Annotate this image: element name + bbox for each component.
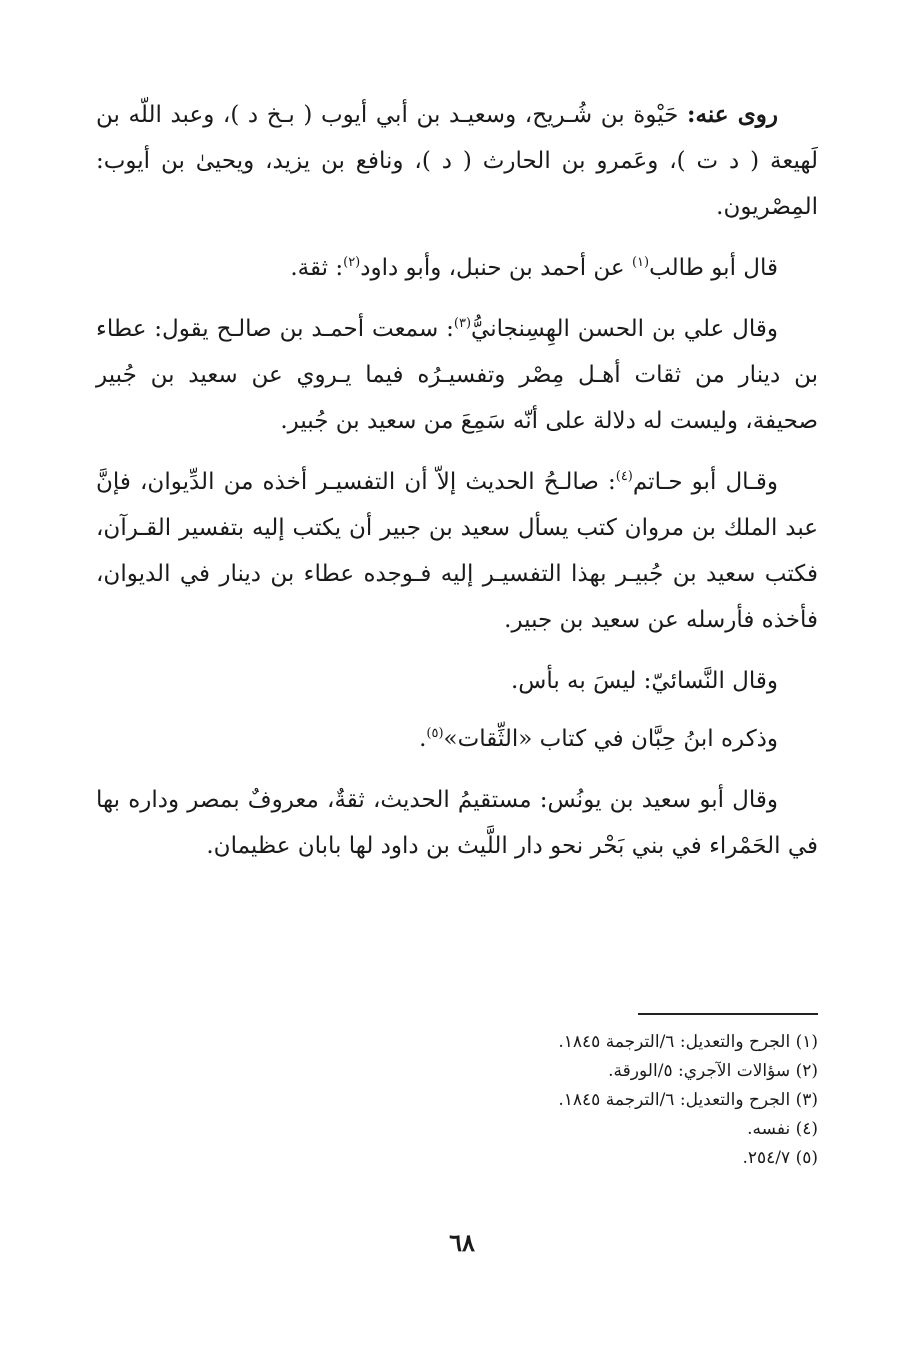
footnote-divider [638,1013,818,1015]
lead-label: روى عنه: [687,101,779,128]
paragraph-text: قال أبو طالب [649,255,778,281]
footnote-ref-3[interactable]: (٣) [453,316,472,331]
footnote-ref-5[interactable]: (٥) [426,726,444,741]
footnote-3: (٣) الجرح والتعديل: ٦/الترجمة ١٨٤٥. [558,1090,818,1110]
paragraph-text: : سمعت أحمـد بن صالـح يقول: عطاء بن دينار من ثقات أهـل مِصْر وتفسيـرُه فيما يـروي عن سعيد بن جُبير صحيفة، وليست له دلالة على أنّه سَمِعَ من سعيد بن جُبير. [96,316,818,434]
paragraph-nasai: وقال النَّسائيّ: ليسَ به بأس. [510,668,778,694]
footnote-ref-1[interactable]: (١) [631,255,650,270]
paragraph-ibn-yunus: وقال أبو سعيد بن يونُس: مستقيمُ الحديث، ثقةٌ، معروفٌ بمصر وداره بها في الحَمْراء في بني بَحْر نحو دار اللَّيث بن داود لها بابان عظيمان. [96,787,818,859]
paragraph-text: عن أحمد بن حنبل، وأبو داود [360,255,632,281]
footnote-5: (٥) ٢٥٤/٧. [742,1148,818,1168]
paragraph-narrators [96,92,818,230]
paragraph-text: وقـال أبو حـاتم [632,469,778,495]
page-body [96,92,818,884]
paragraph-abu-hatim [96,459,818,643]
footnote-ref-2[interactable]: (٢) [343,255,361,270]
paragraph-text: حَيْوة بن شُـريح، وسعيـد بن أبي أيوب ( بـخ د )، وعبد اللّه بن لَهيعة ( د ت )، وعَمرو بن الحارث ( د )، ونافع بن يزيد، ويحيىٰ بن أيوب: المِصْريون. [96,102,818,220]
paragraph-abu-talib [96,245,818,291]
paragraph-text: وذكره ابنُ حِبَّان في كتاب «الثِّقات» [443,726,778,752]
footnote-4: (٤) نفسه. [747,1119,818,1139]
paragraph-text: : صالـحُ الحديث إلاّ أن التفسيـر أخذه من الدِّيوان، فإنَّ عبد الملك بن مروان كتب يسأل سعيد بن جبير أن يكتب إليه بتفسير القـرآن، فكتب سعيد بن جُبيـر بهذا التفسيـر إليه فـوجده عطاء بن دينار في الديوان، فأخذه فأرسله عن سعيد بن جبير. [96,469,818,633]
paragraph-ibn-hibban [96,716,818,762]
page-number: ٦٨ [449,1228,475,1257]
paragraph-text: : ثقة. [290,255,344,281]
paragraph-text: وقال علي بن الحسن الهِسِنجانيُّ [471,316,778,342]
footnotes [300,1028,818,1173]
footnote-2: (٢) سؤالات الآجري: ٥/الورقة. [608,1061,818,1081]
paragraph-hisinjani [96,306,818,444]
footnote-ref-4[interactable]: (٤) [615,469,633,484]
footnote-1: (١) الجرح والتعديل: ٦/الترجمة ١٨٤٥. [558,1032,818,1052]
paragraph-text: . [419,726,427,752]
